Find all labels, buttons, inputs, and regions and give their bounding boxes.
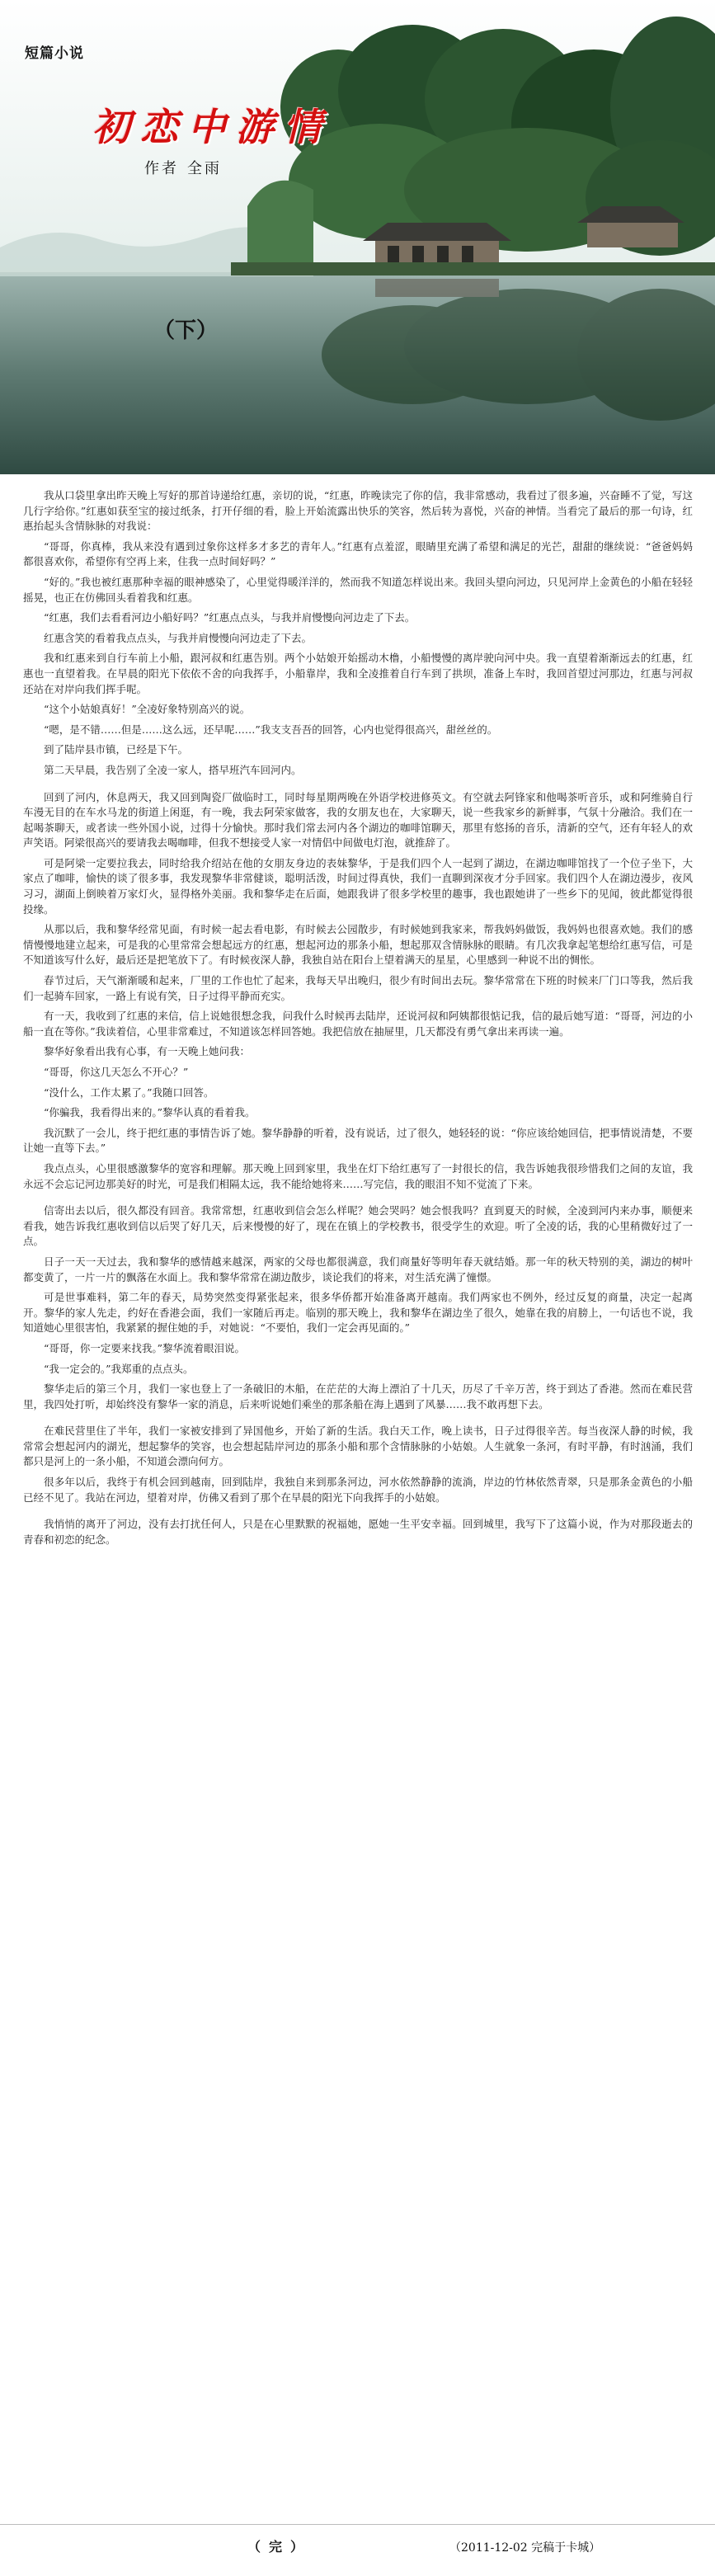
shore (231, 262, 715, 275)
story-title: 初恋中游情 (92, 105, 332, 149)
paragraph: 黎华走后的第三个月，我们一家也登上了一条破旧的木船，在茫茫的大海上漂泊了十几天，历尽了千辛万苦，终于到达了香港。然而在难民营里，我四处打听，却始终没有黎华一家的消息，后来听说她们乘坐的那条船在海上遇到了风暴……我不敢再想下去。 (23, 1382, 693, 1410)
paragraph: 我点点头，心里很感激黎华的宽容和理解。那天晚上回到家里，我坐在灯下给红惠写了一封很长的信，我告诉她我很珍惜我们之间的友谊，我永远不会忘记河边那美好的时光，可是我们相隔太远，我不能给她将来……写完信，我的眼泪不知不觉流了下来。 (23, 1161, 693, 1190)
paragraph: 我沉默了一会儿，终于把红惠的事情告诉了她。黎华静静的听着，没有说话，过了很久，她轻轻的说：“你应该给她回信，把事情说清楚，不要让她一直等下去。” (23, 1126, 693, 1155)
paragraph: 有一天，我收到了红惠的来信，信上说她很想念我，问我什么时候再去陆岸，还说河叔和阿姨都很惦记我，信的最后她写道：“哥哥，河边的小船一直在等你。”我读着信，心里非常难过，不知道该怎样回答她。我把信放在抽屉里，几天都没有勇气拿出来再读一遍。 (23, 1010, 693, 1038)
paragraph: 第二天早晨，我告别了全凌一家人，搭早班汽车回河内。 (44, 763, 302, 776)
footer (0, 2524, 715, 2568)
paragraph: “好的。”我也被红惠那种幸福的眼神感染了，心里觉得暖洋洋的，然而我不知道怎样说出来。我回头望向河边，只见河岸上金黄色的小船在轻轻摇晃，也正在仿佛回头看着我和红惠。 (23, 575, 693, 604)
paragraph: 到了陆岸县市镇，已经是下午。 (44, 743, 189, 756)
paragraph: “哥哥，你真棒，我从来没有遇到过象你这样多才多艺的青年人。”红惠有点羞涩，眼睛里充满了希望和满足的光芒，甜甜的继续说：“爸爸妈妈都很喜欢你，希望你有空再上来，住我一点时间好吗？” (23, 539, 693, 568)
paragraph: “这个小姑娘真好！”全凌好象特别高兴的说。 (44, 703, 251, 716)
paragraph: 从那以后，我和黎华经常见面，有时候一起去看电影，有时候去公园散步，有时候她到我家来，帮我妈妈做饭，我妈妈也很喜欢她。我们的感情慢慢地建立起来，可是我的心里常常会想起远方的红惠，想起河边的那条小船，想起那双含情脉脉的眼睛。有几次我拿起笔想给红惠写信，可是不知道该写什么好，最后还是把笔放下了。有时候夜深人静，我独自站在阳台上望着满天的星星，心里感到一种说不出的惆怅。 (23, 923, 693, 967)
paragraph: 可是阿梁一定要拉我去，同时给我介绍站在他的女朋友身边的表妹黎华，于是我们四个人一起到了湖边，在湖边咖啡馆找了一个位子坐下，大家点了咖啡，愉快的谈了很多事，我发现黎华非常健谈，聪明活泼，时间过得真快，我们一直聊到深夜才分手回家。我们四个人在湖边漫步，夜风习习，湖面上倒映着万家灯火，显得格外美丽。我和黎华走在后面，她跟我讲了很多学校里的趣事，我也跟她讲了一些乡下的见闻，彼此都觉得很投缘。 (23, 856, 693, 916)
paragraph: “嗯，是不错……但是……这么远，还早呢……”我支支吾吾的回答，心内也觉得很高兴，甜丝丝的。 (44, 723, 498, 736)
category-label: 短篇小说 (25, 45, 84, 62)
lake-pavilion-photo (0, 0, 715, 474)
paragraph: 日子一天一天过去，我和黎华的感情越来越深，两家的父母也都很满意，我们商量好等明年春天就结婚。那一年的秋天特别的美，湖边的树叶都变黄了，一片一片的飘落在水面上。我和黎华常常在湖边散步，谈论我们的将来，对生活充满了憧憬。 (23, 1255, 693, 1283)
paragraph: “红惠，我们去看看河边小船好吗？”红惠点点头，与我并肩慢慢向河边走了下去。 (44, 611, 416, 624)
paragraph: “我一定会的。”我郑重的点点头。 (44, 1362, 194, 1375)
paragraph: 春节过后，天气渐渐暖和起来，厂里的工作也忙了起来，我每天早出晚归，很少有时间出去玩。黎华常常在下班的时候来厂门口等我，然后我们一起骑车回家，一路上有说有笑，日子过得平静而充实。 (23, 974, 693, 1002)
paragraph: “你骗我，我看得出来的。”黎华认真的看着我。 (44, 1106, 256, 1119)
author-name: 全雨 (187, 160, 222, 177)
paragraph: 红惠含笑的看着我点点头，与我并肩慢慢向河边走了下去。 (44, 631, 313, 644)
paragraph: “没什么，工作太累了。”我随口回答。 (44, 1085, 214, 1099)
author-label: 作者 (144, 160, 179, 177)
end-mark: （完） (247, 2539, 313, 2555)
paragraph: 黎华好象看出我有心事，有一天晚上她问我： (44, 1045, 251, 1058)
story-body (23, 488, 693, 2501)
paragraph: 我从口袋里拿出昨天晚上写好的那首诗递给红惠，亲切的说，“红惠，昨晚读完了你的信，我非常感动，我看过了很多遍，兴奋睡不了觉，写这几行字给你。”红惠如获至宝的接过纸条，打开仔细的看，脸上开始流露出快乐的笑容，然后转为喜悦，兴奋的神情。当看完了最后的那一句诗，红惠抬起头含情脉脉的对我说： (23, 489, 693, 533)
header-banner (0, 0, 715, 474)
completion-date-note: （2011-12-02 完稿于卡城） (449, 2541, 601, 2555)
paragraph: 可是世事难料，第二年的春天，局势突然变得紧张起来，很多华侨都开始准备离开越南。我们两家也不例外，经过反复的商量，决定一起离开。黎华的家人先走，约好在香港会面，我们一家随后再走。临别的那天晚上，我和黎华在湖边坐了很久，她靠在我的肩膀上，一句话也不说，我知道她心里很害怕，我紧紧的握住她的手，对她说：“不要怕，我们一定会再见面的。” (23, 1291, 693, 1335)
paragraph: “哥哥，你一定要来找我。”黎华流着眼泪说。 (44, 1341, 246, 1354)
paragraph: 回到了河内，休息两天，我又回到陶瓷厂做临时工，同时每星期两晚在外语学校进修英文。有空就去阿锋家和他喝茶听音乐，或和阿维骑自行车漫无目的在车水马龙的街道上闲逛，有一晚，我去阿荣家做客，我的女朋友也在，大家聊天，说一些我家乡的新鲜事，气氛十分融洽。我们在一起喝茶聊天，或者读一些外国小说，过得十分愉快。那时我们常去河内各个湖边的咖啡馆聊天，那里有悠扬的音乐，清新的空气，还有年轻人的欢声笑语。阿梁很高兴的要请我去喝咖啡，但我不想接受人家一对情侣中间做电灯泡，就推辞了。 (23, 790, 693, 850)
paragraph: 我悄悄的离开了河边，没有去打扰任何人，只是在心里默默的祝福她，愿她一生平安幸福。回到城里，我写下了这篇小说，作为对那段逝去的青春和初恋的纪念。 (23, 1518, 693, 1546)
paragraph: 在难民营里住了半年，我们一家被安排到了异国他乡，开始了新的生活。我白天工作，晚上读书，日子过得很辛苦。每当夜深人静的时候，我常常会想起河内的湖光，想起黎华的笑容，也会想起陆岸河边的那条小船和那个含情脉脉的小姑娘。人生就象一条河，有时平静，有时汹涌，我们都只是河上的一条小船，不知道会漂向何方。 (23, 1425, 693, 1468)
author-line (144, 157, 222, 178)
paragraph: 我和红惠来到自行车前上小船，跟河叔和红惠告别。两个小姑娘开始摇动木橹，小船慢慢的离岸驶向河中央。我一直望着渐渐远去的红惠，红惠也一直望着我。在早晨的阳光下依依不舍的向我挥手，小船靠岸，我和全凌推着自行车到了拱坝，准备上车时，我回首望过河那边，红惠与河叔还站在对岸向我们挥手呢。 (23, 652, 693, 695)
paragraph: 信寄出去以后，很久都没有回音。我常常想，红惠收到信会怎么样呢？她会哭吗？她会恨我吗？直到夏天的时候，全凌到河内来办事，顺便来看我，她告诉我红惠收到信以后哭了好几天，后来慢慢的好了，现在在镇上的学校教书，很受学生的欢迎。听了全凌的话，我的心里稍微好过了一点。 (23, 1204, 693, 1248)
part-marker: （下） (153, 318, 219, 343)
paragraph: 很多年以后，我终于有机会回到越南，回到陆岸，我独自来到那条河边，河水依然静静的流淌，岸边的竹林依然青翠，只是那条金黄色的小船已经不见了。我站在河边，望着对岸，仿佛又看到了那个在早晨的阳光下向我挥手的小姑娘。 (23, 1476, 693, 1504)
paragraph: “哥哥，你这几天怎么不开心？” (44, 1066, 189, 1078)
